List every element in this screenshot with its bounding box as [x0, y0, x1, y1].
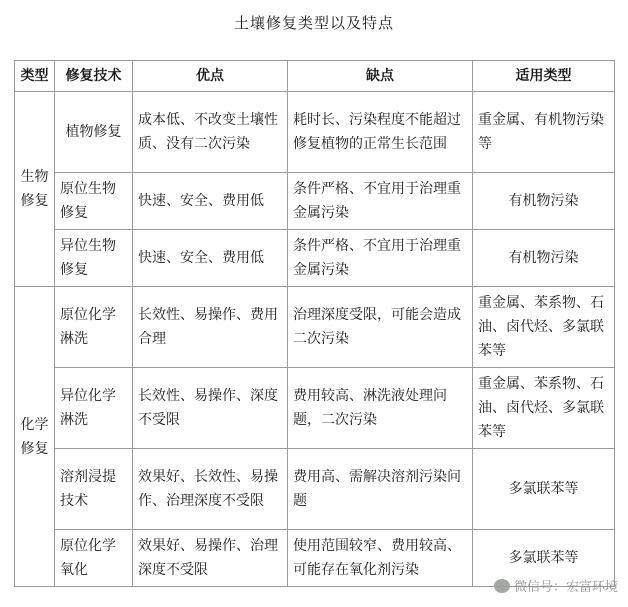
watermark-text: 微信号：宏富环境	[513, 580, 618, 595]
soil-remediation-table	[14, 60, 615, 587]
table-row	[15, 173, 615, 230]
cell-cons: 条件严格、不宜用于治理重金属污染	[288, 230, 473, 287]
cell-pros: 长效性、易操作、深度不受限	[133, 368, 288, 449]
cell-apply: 重金属、苯系物、石油、卤代烃、多氯联苯等	[473, 368, 615, 449]
cell-apply: 有机物污染	[473, 230, 615, 287]
cell-pros: 成本低、不改变土壤性质、没有二次污染	[133, 92, 288, 173]
cell-pros: 长效性、易操作、费用合理	[133, 287, 288, 368]
table-row	[15, 92, 615, 173]
cell-tech: 原位生物修复	[55, 173, 133, 230]
cell-cons: 治理深度受限，可能会造成二次污染	[288, 287, 473, 368]
header-cons: 缺点	[288, 61, 473, 92]
table-row	[15, 230, 615, 287]
cell-tech: 原位化学氧化	[55, 530, 133, 587]
header-apply: 适用类型	[473, 61, 615, 92]
group-chem: 化学修复	[15, 287, 55, 587]
cell-cons: 费用高、需解决溶剂污染问题	[288, 449, 473, 530]
cell-cons: 条件严格、不宜用于治理重金属污染	[288, 173, 473, 230]
cell-apply: 多氯联苯等	[473, 449, 615, 530]
table-row	[15, 368, 615, 449]
cell-cons: 耗时长、污染程度不能超过修复植物的正常生长范围	[288, 92, 473, 173]
cell-tech: 植物修复	[55, 92, 133, 173]
cell-tech: 异位化学淋洗	[55, 368, 133, 449]
header-row	[15, 61, 615, 92]
table-row	[15, 287, 615, 368]
table-row	[15, 449, 615, 530]
cell-pros: 效果好、易操作、治理深度不受限	[133, 530, 288, 587]
header-pros: 优点	[133, 61, 288, 92]
page-title: 土壤修复类型以及特点	[233, 14, 394, 32]
cell-apply: 有机物污染	[473, 173, 615, 230]
cell-apply: 多氯联苯等	[473, 530, 615, 587]
cell-apply: 重金属、苯系物、石油、卤代烃、多氯联苯等	[473, 287, 615, 368]
cell-apply: 重金属、有机物污染等	[473, 92, 615, 173]
cell-tech: 原位化学淋洗	[55, 287, 133, 368]
watermark	[494, 576, 618, 595]
cell-cons: 使用范围较窄、费用较高、可能存在氧化剂污染	[288, 530, 473, 587]
header-type: 类型	[15, 61, 55, 92]
cell-pros: 快速、安全、费用低	[133, 230, 288, 287]
cell-cons: 费用较高、淋洗液处理问题，二次污染	[288, 368, 473, 449]
cell-pros: 快速、安全、费用低	[133, 173, 288, 230]
wechat-icon	[494, 579, 510, 593]
cell-tech: 溶剂浸提技术	[55, 449, 133, 530]
cell-pros: 效果好、长效性、易操作、治理深度不受限	[133, 449, 288, 530]
cell-tech: 异位生物修复	[55, 230, 133, 287]
group-bio: 生物修复	[15, 92, 55, 287]
header-tech: 修复技术	[55, 61, 133, 92]
